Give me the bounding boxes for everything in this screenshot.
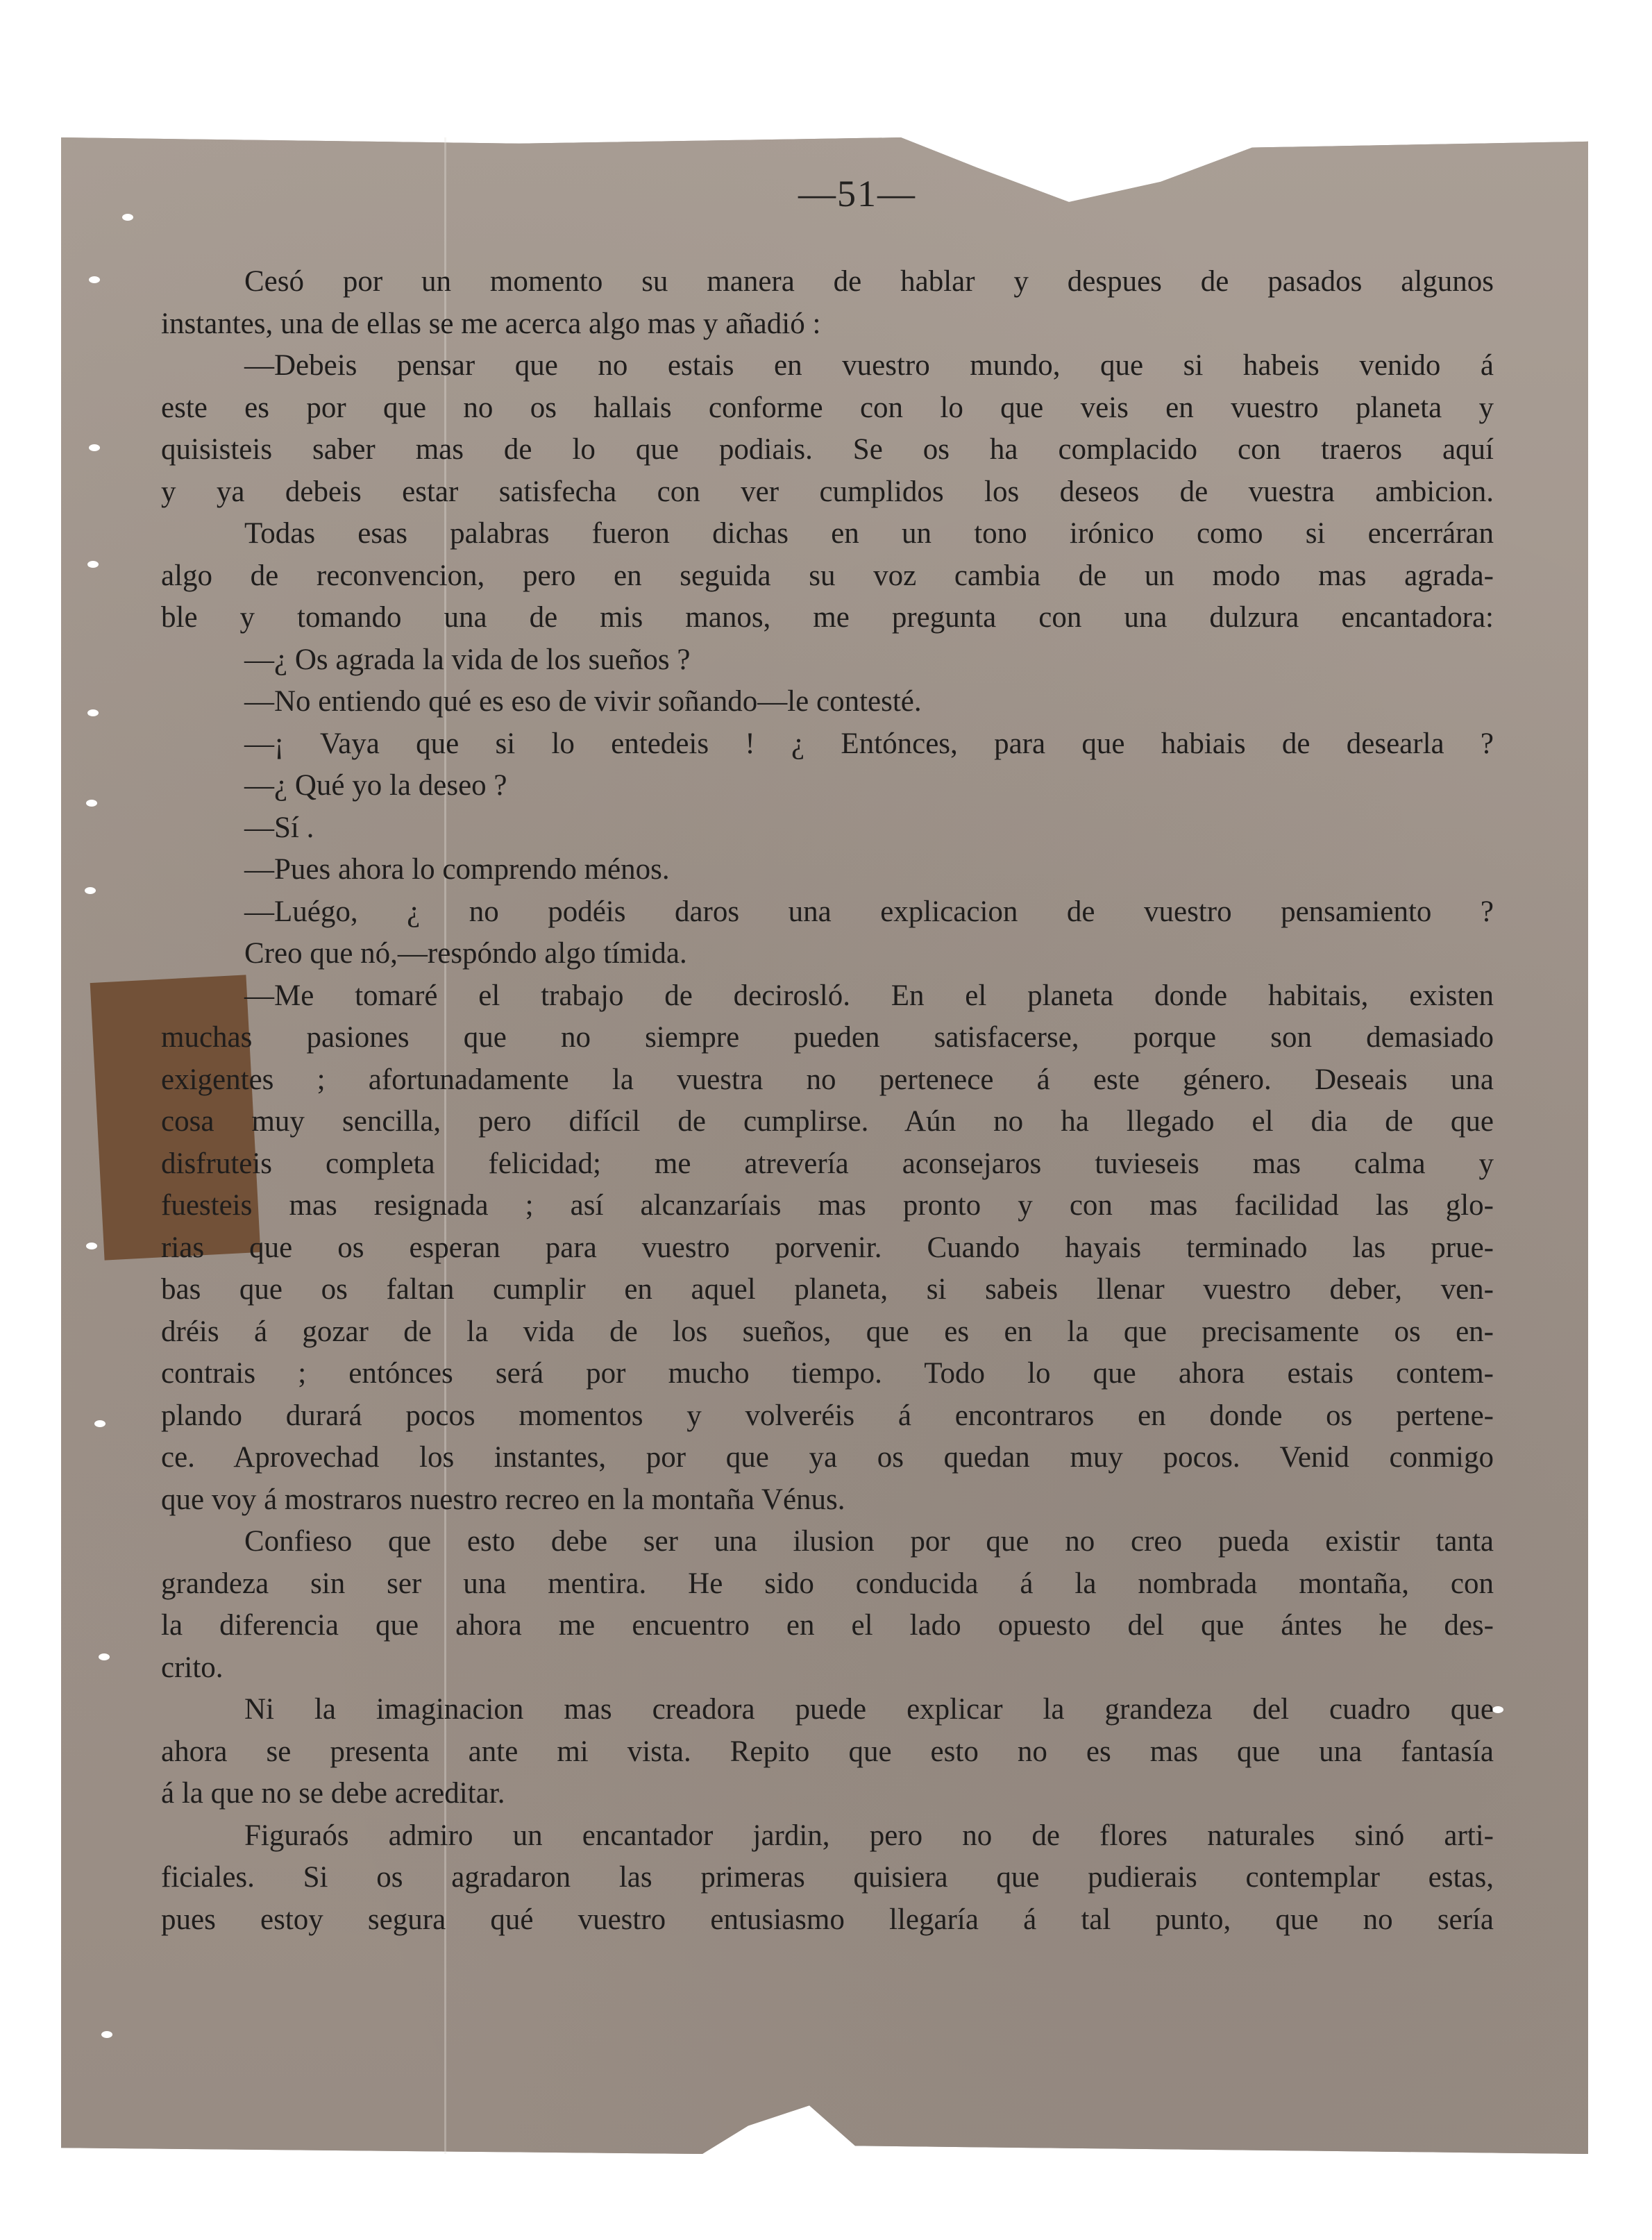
- text-line: este es por que no os hallais conforme con lo que veis en vuestro planeta y: [161, 391, 1494, 424]
- paragraph: [161, 1815, 1494, 1942]
- text-line: plando durará pocos momentos y volveréis á encontraros en donde os pertene-: [161, 1399, 1494, 1432]
- text-line: crito.: [161, 1651, 224, 1684]
- text-line: bas que os faltan cumplir en aquel planeta, si sabeis llenar vuestro deber, ven-: [161, 1273, 1494, 1306]
- text-line: instantes, una de ellas se me acerca algo mas y añadió :: [161, 307, 821, 340]
- text-line: rias que os esperan para vuestro porvenir. Cuando hayais terminado las prue-: [161, 1231, 1494, 1264]
- text-line: Confieso que esto debe ser una ilusion por que no creo pueda existir tanta: [244, 1525, 1494, 1558]
- text-line: —Debeis pensar que no estais en vuestro mundo, que si habeis venido á: [244, 349, 1494, 382]
- dialog-line: —No entiendo qué es eso de vivir soñando—le contesté.: [244, 685, 922, 718]
- paragraph: [161, 513, 1494, 639]
- text-line: Todas esas palabras fueron dichas en un tono irónico como si encerráran: [244, 517, 1494, 550]
- text-line: grandeza sin ser una mentira. He sido conducida á la nombrada montaña, con: [161, 1567, 1494, 1600]
- text-line: cosa muy sencilla, pero difícil de cumplirse. Aún no ha llegado el dia de que: [161, 1105, 1494, 1138]
- text-line: ce. Aprovechad los instantes, por que ya os quedan muy pocos. Venid conmigo: [161, 1441, 1494, 1474]
- punch-hole: [87, 709, 99, 716]
- paragraph: [161, 1689, 1494, 1815]
- text-line: ahora se presenta ante mi vista. Repito que esto no es mas que una fantasía: [161, 1735, 1494, 1768]
- dialog-line: —Luégo, ¿ no podéis daros una explicacion de vuestro pensamiento ?: [244, 895, 1494, 928]
- text-line: contrais ; entónces será por mucho tiempo. Todo lo que ahora estais contem-: [161, 1357, 1494, 1390]
- punch-hole: [94, 1420, 106, 1427]
- text-line: la diferencia que ahora me encuentro en el lado opuesto del que ántes he des-: [161, 1609, 1494, 1642]
- text-line: —Me tomaré el trabajo de decirosló. En el planeta donde habitais, existen: [244, 979, 1494, 1012]
- text-line: fuesteis mas resignada ; así alcanzaríais mas pronto y con mas facilidad las glo-: [161, 1189, 1494, 1222]
- text-line: muchas pasiones que no siempre pueden satisfacerse, porque son demasiado: [161, 1021, 1494, 1054]
- dialog-line: —¿ Os agrada la vida de los sueños ?: [244, 643, 691, 676]
- text-line: que voy á mostraros nuestro recreo en la montaña Vénus.: [161, 1483, 845, 1516]
- text-line: Figuraós admiro un encantador jardin, pero no de flores naturales sinó arti-: [244, 1819, 1494, 1852]
- punch-hole: [85, 887, 96, 894]
- paragraph: [161, 261, 1494, 345]
- dialog-line: —¿ Qué yo la deseo ?: [244, 769, 507, 802]
- text-line: Cesó por un momento su manera de hablar y despues de pasados algunos: [244, 265, 1494, 298]
- paragraph: [161, 975, 1494, 1522]
- text-line: ble y tomando una de mis manos, me pregunta con una dulzura encantadora:: [161, 601, 1494, 634]
- dialog-line: —Pues ahora lo comprendo ménos.: [244, 853, 670, 886]
- page-number: —51—: [798, 173, 916, 214]
- dialog-line: —Sí .: [244, 811, 314, 844]
- punch-hole: [1492, 1706, 1503, 1713]
- punch-hole: [86, 800, 97, 807]
- text-line: exigentes ; afortunadamente la vuestra no pertenece á este género. Deseais una: [161, 1063, 1494, 1096]
- text-line: disfruteis completa felicidad; me atrevería aconsejaros tuvieseis mas calma y: [161, 1147, 1494, 1180]
- punch-hole: [89, 276, 100, 283]
- text-line: quisisteis saber mas de lo que podiais. Se os ha complacido con traeros aquí: [161, 433, 1494, 466]
- punch-hole: [122, 214, 133, 221]
- text-line: á la que no se debe acreditar.: [161, 1777, 505, 1810]
- punch-hole: [101, 2031, 112, 2038]
- punch-hole: [89, 444, 100, 451]
- punch-hole: [86, 1243, 97, 1249]
- body-text: [161, 261, 1494, 1941]
- dialog-line: —¡ Vaya que si lo entedeis ! ¿ Entónces, para que habiais de desearla ?: [244, 727, 1494, 760]
- punch-hole: [87, 561, 99, 568]
- text-line: Ni la imaginacion mas creadora puede explicar la grandeza del cuadro que: [244, 1693, 1494, 1726]
- punch-hole: [99, 1653, 110, 1660]
- text-line: algo de reconvencion, pero en seguida su voz cambia de un modo mas agrada-: [161, 559, 1494, 592]
- text-line: pues estoy segura qué vuestro entusiasmo llegaría á tal punto, que no sería: [161, 1903, 1494, 1936]
- text-line: ficiales. Si os agradaron las primeras quisiera que pudierais contemplar estas,: [161, 1861, 1494, 1894]
- text-line: dréis á gozar de la vida de los sueños, que es en la que precisamente os en-: [161, 1315, 1494, 1348]
- text-line: y ya debeis estar satisfecha con ver cumplidos los deseos de vuestra ambicion.: [161, 475, 1494, 508]
- paragraph: [161, 345, 1494, 513]
- dialog-line: Creo que nó,—respóndo algo tímida.: [244, 937, 687, 970]
- paragraph: [161, 1521, 1494, 1689]
